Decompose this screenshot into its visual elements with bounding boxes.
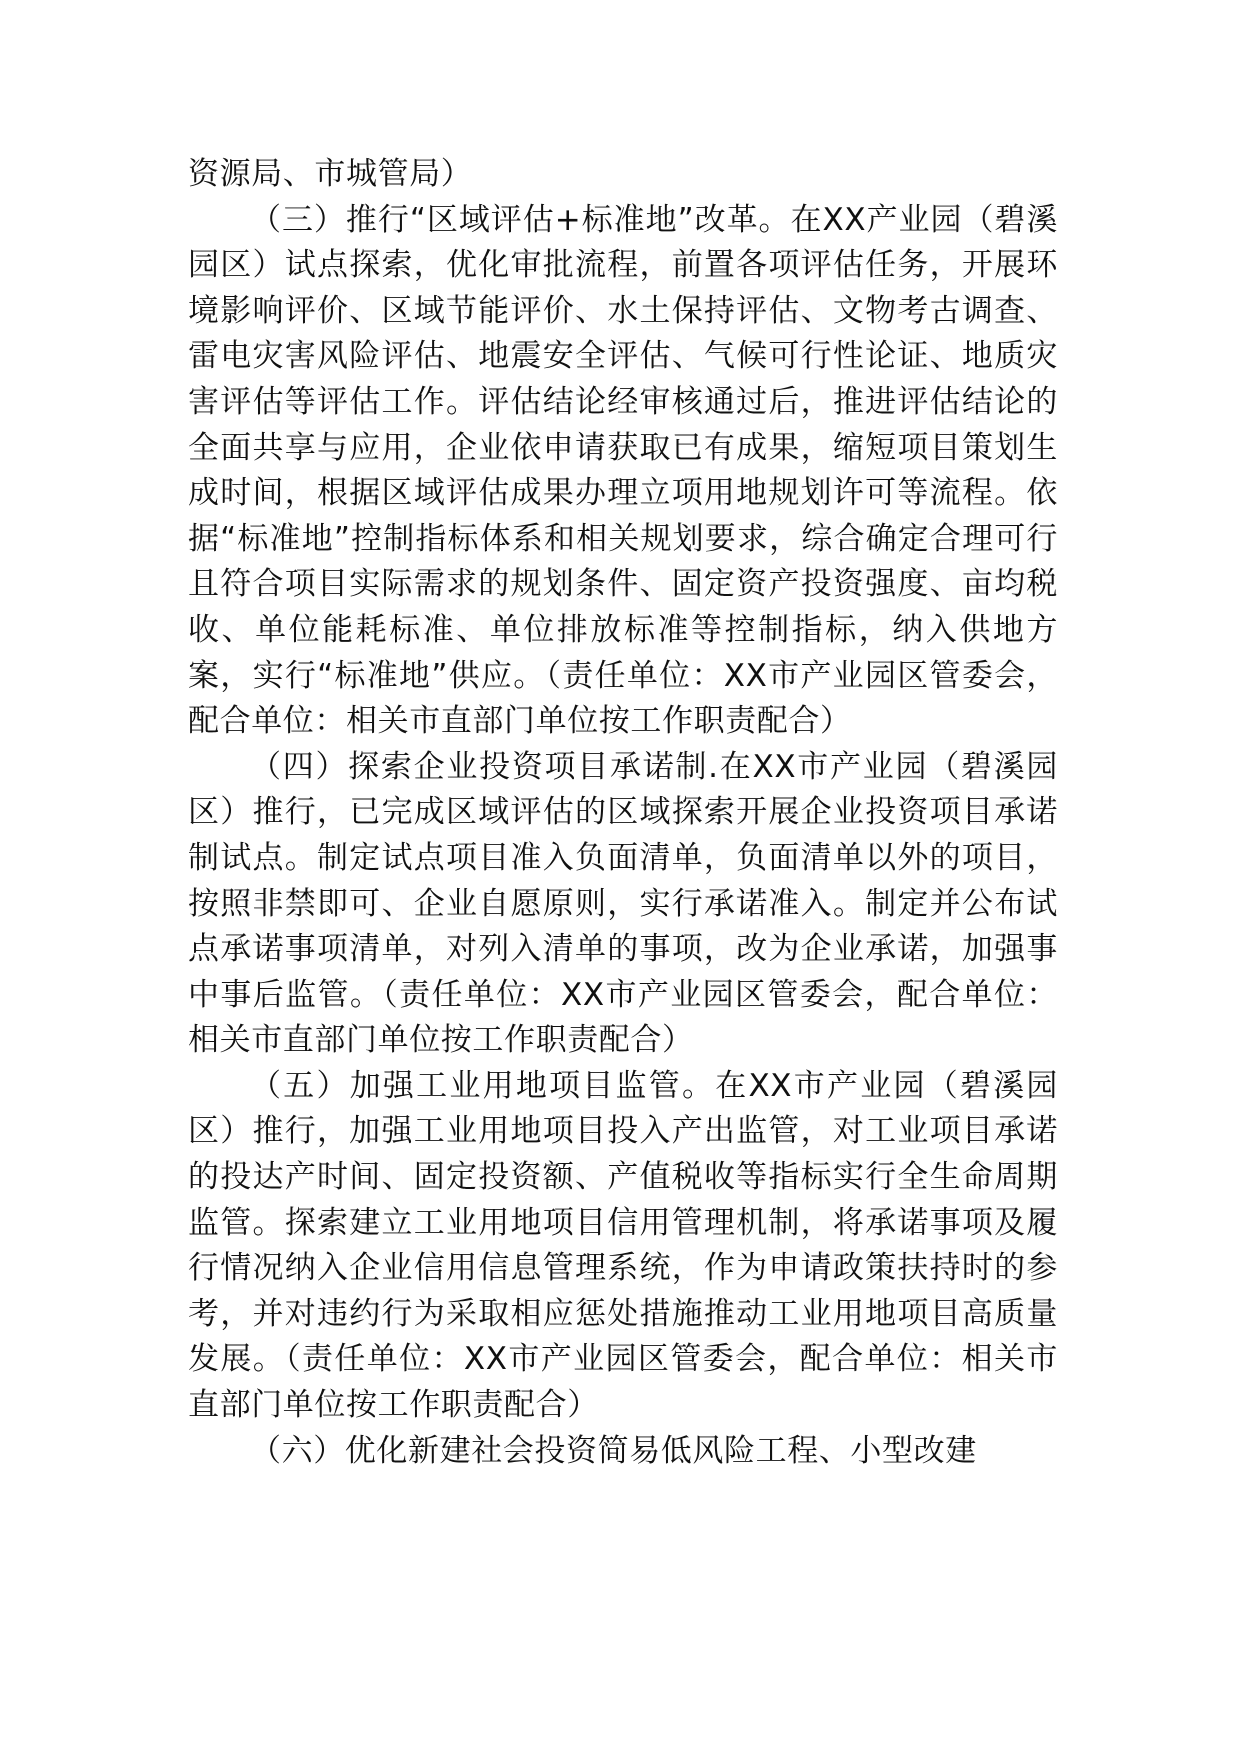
paragraph-section-4: （四）探索企业投资项目承诺制.在XX市产业园（碧溪园区）推行，已完成区域评估的区域探索开展企业投资项目承诺制试点。制定试点项目准入负面清单，负面清单以外的项目，按照非禁即可、企业自愿原则，实行承诺准入。制定并公布试点承诺事项清单，对列入清单的事项，改为企业承诺，加强事中事后监管。（责任单位：XX市产业园区管委会，配合单位：相关市直部门单位按工作职责配合） [188,748,1058,1059]
paragraph-continuation: 资源局、市城管局） [188,156,473,192]
paragraph-section-6: （六）优化新建社会投资简易低风险工程、小型改建 [250,1432,977,1469]
paragraph-section-5: （五）加强工业用地项目监管。在XX市产业园（碧溪园区）推行，加强工业用地项目投入产出监管，对工业项目承诺的投达产时间、固定投资额、产值税收等指标实行全生命周期监管。探索建立工业用地项目信用管理机制，将承诺事项及履行情况纳入企业信用信息管理系统，作为申请政策扶持时的参考，并对违约行为采取相应惩处措施推动工业用地项目高质量发展。（责任单位：XX市产业园区管委会，配合单位：相关市直部门单位按工作职责配合） [188,1067,1058,1424]
document-body [188,152,1058,1474]
paragraph-section-3: （三）推行“区域评估+标准地”改革。在XX产业园（碧溪园区）试点探索，优化审批流程，前置各项评估任务，开展环境影响评价、区域节能评价、水土保持评估、文物考古调查、雷电灾害风险评估、地震安全评估、气候可行性论证、地质灾害评估等评估工作。评估结论经审核通过后，推进评估结论的全面共享与应用，企业依申请获取已有成果，缩短项目策划生成时间，根据区域评估成果办理立项用地规划许可等流程。依据“标准地”控制指标体系和相关规划要求，综合确定合理可行且符合项目实际需求的规划条件、固定资产投资强度、亩均税收、单位能耗标准、单位排放标准等控制指标，纳入供地方案，实行“标准地”供应。（责任单位：XX市产业园区管委会，配合单位：相关市直部门单位按工作职责配合） [188,201,1058,740]
